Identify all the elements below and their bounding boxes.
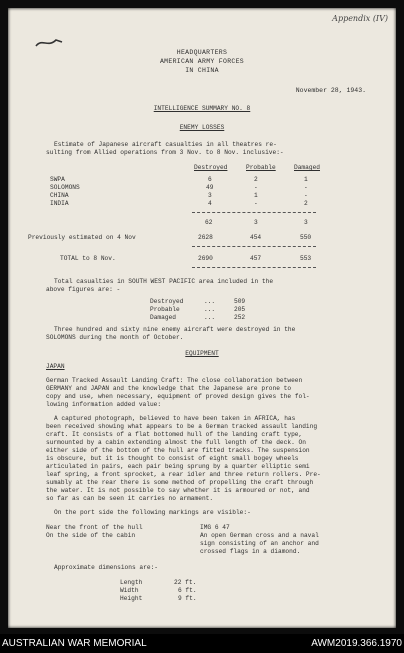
col-destroyed: Destroyed [194,164,228,171]
intro-line: Estimate of Japanese aircraft casualties in all theatres re- [54,141,277,148]
paragraph-line: A captured photograph, believed to have been taken in AFRICA, has [54,415,296,422]
col-damaged: Damaged [294,164,320,171]
dims-intro: Approximate dimensions are:- [54,564,158,571]
paragraph-line: leaf spring, a front sprocket, a rear idler and three return rollers. Pre- [46,471,321,478]
paragraph-line: sumably at the rear there is some method of propelling the craft through [46,479,314,486]
marking-desc: sign consisting of an anchor and [200,540,319,547]
section-enemy-losses: ENEMY LOSSES [179,124,225,131]
intro-line: sulting from Allied operations from 3 Nov. to 8 Nov. inclusive:- [46,149,284,156]
paragraph-line: lowing information added value: [46,401,162,408]
col-probable: Probable [246,164,276,171]
letterhead-line: HEADQUARTERS [176,49,228,56]
summary-title: INTELLIGENCE SUMMARY NO. 8 [153,105,251,112]
marking-place: On the side of the cabin [46,532,136,539]
divider [192,212,316,213]
paragraph-line: craft. It consists of a flat bottomed hull of the landing craft type, [46,431,303,438]
paragraph-line: either side of the bottom of the hull are fitted tracks. The suspension [46,447,310,454]
section-equipment: EQUIPMENT [185,350,219,357]
letterhead [8,48,396,75]
footer-accession: AWM2019.366.1970 [311,638,402,649]
paragraph-line: so far as can be seen it carries no armament. [46,495,214,502]
solomons-note-line: Three hundred and sixty nine enemy aircraft were destroyed in the [54,326,296,333]
document-date: November 28, 1943. [295,87,366,94]
paragraph-line: German Tracked Assault Landing Craft: The close collaboration between [46,377,303,384]
paragraph-line: been received showing what appears to be a German tracked assault landing [46,423,318,430]
archive-footer [0,634,404,653]
paragraph-line: surmounted by a cabin extending almost the full length of the deck. On [46,439,306,446]
solomons-note-line: SOLOMONS during the month of October. [46,334,184,341]
marking-desc: An open German cross and a naval [200,532,319,539]
markings-intro: On the port side the following markings are visible:- [54,509,251,516]
marking-desc: IMG 6 47 [200,524,230,531]
paragraph-line: GERMANY and JAPAN and the knowledge that the Japanese are prone to [46,385,292,392]
document-page: Appendix (IV) HEADQUARTERS AMERICAN ARMY FORCES IN CHINA November 28, 1943. INTELLIGENCE SUMMARY NO. 8 ENEMY LOSSES Estimate of Japanese aircraft casualties in all theatres re- sulting from Allied operations from 3 Nov. to 8 Nov. inclusive:- Destroyed Probable Damaged SWPA 6 2 1 SOLOMONS 49 - - CHINA 3 1 - INDIA 4 - 2 62 3 3 Previously estimated on 4 Nov 2628 454 550 TOTAL to 8 Nov. 2690 457 553 Total casualties in SOUTH WEST PACIFIC area included in the above figures are: - Destroyed ... 509 Probable ... 205 Damaged ... 252 Three hundred and sixty nine enemy aircraft were destroyed in the SOLOMONS during the month of October. EQUIPMENT JAPAN German Tracked Assault Landing Craft: The close collaboration between GERMANY and JAPAN and the knowledge that the Japanese are prone to copy and use, when necessary, equipment of proved design gives the fol- lowing information added value: A captured photograph, believed to have been taken in AFRICA, has been received showing what appears to be a German tracked assault landing craft. It consists of a flat bottomed hull of the landing craft type, surmounted by a cabin extending almost the full length of the deck. On either side of the bottom of the hull are fitted tracks. The suspension is obscure, but it is thought to consist of eight small bogey wheels articulated in pairs, each pair being sprung by a quarter elliptic semi leaf spring, a front sprocket, a rear idler and three return rollers. Pre- sumably at the rear there is some method of propelling the craft through the water. It is not possible to say whether it is armoured or not, and so far as can be seen it carries no armament. On the port side the following markings are visible:- Near the front of the hull On the side of the cabin IMG 6 47 An open German cross and a naval sign consisting of an anchor and crossed flags in a diamond. Approximate dimensions are:- Length 22 ft. Width 6 ft. Height 9 ft. [8,8,396,628]
paragraph-line: copy and use, when necessary, equipment of proved design gives the fol- [46,393,310,400]
divider [192,267,316,268]
handwritten-note: Appendix (IV) [332,14,388,23]
paragraph-line: is obscure, but it is thought to consist of eight small bogey wheels [46,455,299,462]
divider [192,246,316,247]
marking-place: Near the front of the hull [46,524,143,531]
paragraph-line: the water. It is not possible to say whether it is armoured or not, and [46,487,310,494]
marking-desc: crossed flags in a diamond. [200,548,301,555]
swp-intro-line: Total casualties in SOUTH WEST PACIFIC area included in the [54,278,274,285]
subsection-japan: JAPAN [46,363,65,370]
letterhead-line: IN CHINA [185,67,219,74]
letterhead-line: AMERICAN ARMY FORCES [159,58,244,65]
footer-institution: AUSTRALIAN WAR MEMORIAL [2,638,147,649]
swp-intro-line: above figures are: - [46,286,121,293]
paragraph-line: articulated in pairs, each pair being sprung by a quarter elliptic semi [46,463,310,470]
